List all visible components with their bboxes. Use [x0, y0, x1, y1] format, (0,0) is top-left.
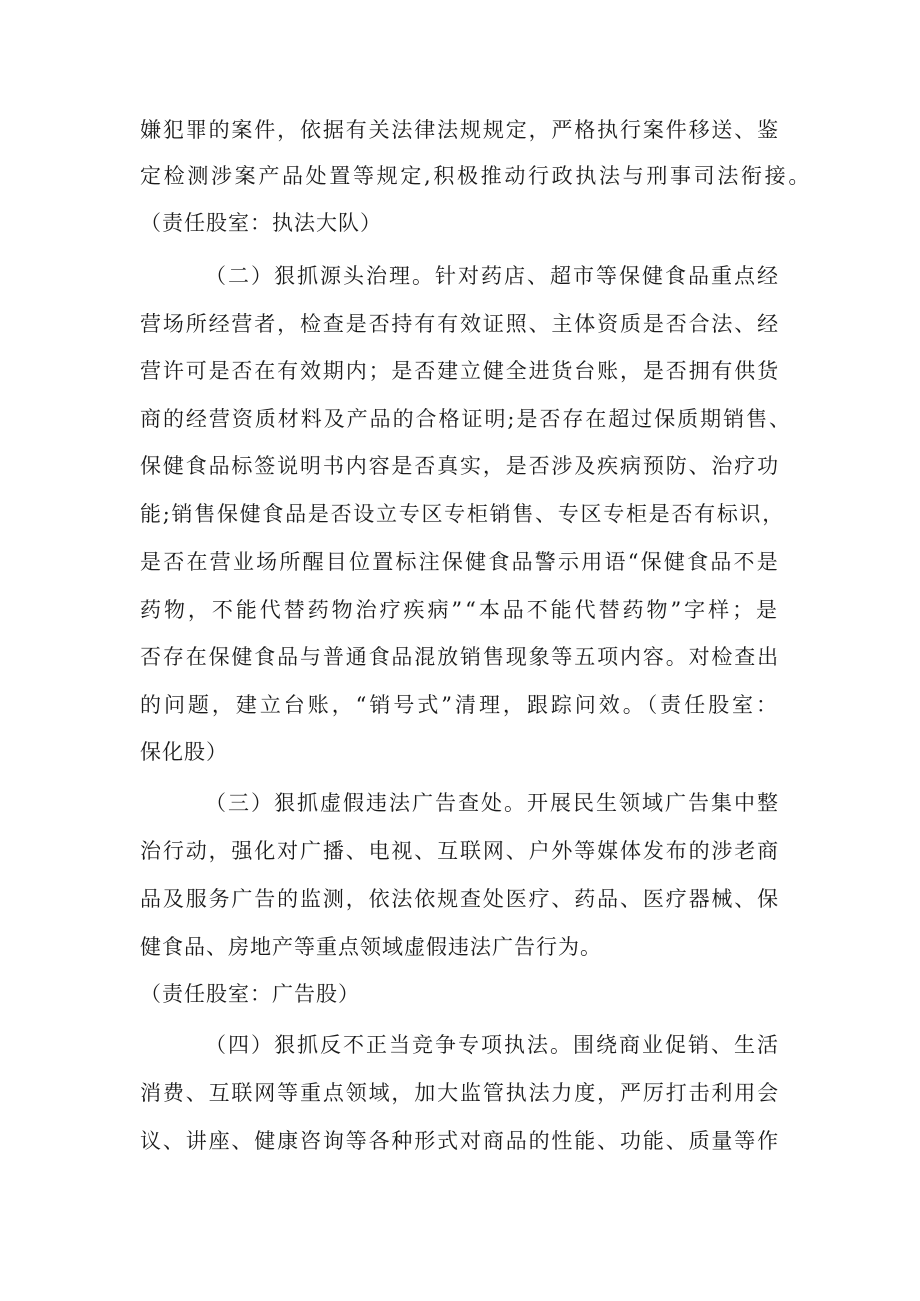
text-line: 保化股）: [140, 740, 228, 764]
text-line: 是否在营业场所醒目位置标注保健食品警示用语“保健食品不是: [140, 550, 780, 574]
text-line: 定检测涉案产品处置等规定,积极推动行政执法与刑事司法衔接。: [140, 164, 812, 188]
text-line: 消费、互联网等重点领域，加大监管执法力度，严厉打击利用会: [140, 1081, 780, 1105]
text-line: 治行动，强化对广播、电视、互联网、户外等媒体发布的涉老商: [140, 839, 780, 863]
text-line: （三）狠抓虚假违法广告查处。开展民生领域广告集中整: [205, 791, 780, 815]
text-line: 否存在保健食品与普通食品混放销售现象等五项内容。对检查出: [140, 645, 780, 669]
text-line: 保健食品标签说明书内容是否真实，是否涉及疾病预防、治疗功: [140, 454, 780, 478]
text-line: 议、讲座、健康咨询等各种形式对商品的性能、功能、质量等作: [140, 1129, 780, 1153]
text-line: 健食品、房地产等重点领域虚假违法广告行为。: [140, 935, 602, 959]
text-line: 品及服务广告的监测，依法依规查处医疗、药品、医疗器械、保: [140, 887, 780, 911]
text-line: 营许可是否在有效期内；是否建立健全进货台账，是否拥有供货: [140, 359, 780, 383]
text-line: 营场所经营者，检查是否持有有效证照、主体资质是否合法、经: [140, 312, 780, 336]
text-line: 的问题，建立台账，“销号式”清理，跟踪问效。（责任股室：: [140, 693, 780, 717]
text-line: 能;销售保健食品是否设立专区专柜销售、专区专柜是否有标识，: [140, 502, 785, 526]
text-line: （四）狠抓反不正当竞争专项执法。围绕商业促销、生活: [205, 1033, 780, 1057]
text-line: （责任股室：执法大队）: [140, 211, 382, 235]
text-line: （二）狠抓源头治理。针对药店、超市等保健食品重点经: [205, 264, 780, 288]
text-line: 商的经营资质材料及产品的合格证明;是否存在超过保质期销售、: [140, 407, 792, 431]
text-line: 嫌犯罪的案件，依据有关法律法规规定，严格执行案件移送、鉴: [140, 118, 780, 142]
text-line: 药物，不能代替药物治疗疾病”“本品不能代替药物”字样；是: [140, 598, 780, 622]
text-line: （责任股室：广告股）: [140, 982, 360, 1006]
